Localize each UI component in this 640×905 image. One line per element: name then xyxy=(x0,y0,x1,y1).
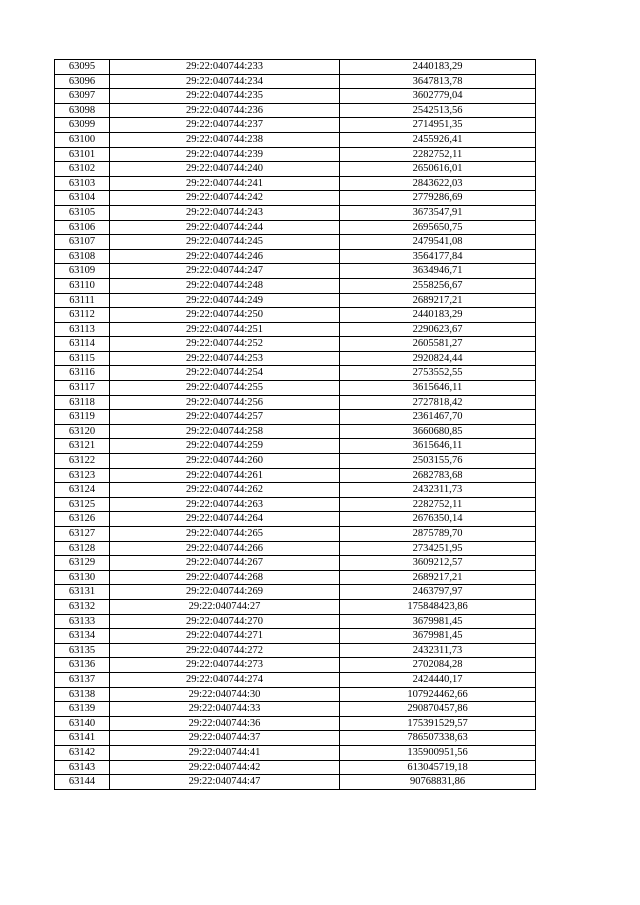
row-number-cell: 63135 xyxy=(55,643,110,658)
row-number-cell: 63102 xyxy=(55,162,110,177)
cadastral-value-cell: 3609212,57 xyxy=(340,556,536,571)
row-number-cell: 63100 xyxy=(55,132,110,147)
cadastral-value-cell: 2727818,42 xyxy=(340,395,536,410)
cadastral-value-cell: 2424440,17 xyxy=(340,672,536,687)
table-row xyxy=(55,220,536,235)
table-row xyxy=(55,162,536,177)
cadastral-number-cell: 29:22:040744:245 xyxy=(110,235,340,250)
table-row xyxy=(55,191,536,206)
row-number-cell: 63131 xyxy=(55,585,110,600)
table-row xyxy=(55,264,536,279)
table-row xyxy=(55,629,536,644)
table-row xyxy=(55,293,536,308)
row-number-cell: 63128 xyxy=(55,541,110,556)
cadastral-value-cell: 2455926,41 xyxy=(340,132,536,147)
cadastral-number-cell: 29:22:040744:249 xyxy=(110,293,340,308)
cadastral-value-cell: 2463797,97 xyxy=(340,585,536,600)
row-number-cell: 63141 xyxy=(55,731,110,746)
table-row xyxy=(55,337,536,352)
cadastral-number-cell: 29:22:040744:257 xyxy=(110,410,340,425)
cadastral-number-cell: 29:22:040744:36 xyxy=(110,716,340,731)
cadastral-value-cell: 3602779,04 xyxy=(340,89,536,104)
cadastral-number-cell: 29:22:040744:272 xyxy=(110,643,340,658)
cadastral-number-cell: 29:22:040744:253 xyxy=(110,351,340,366)
cadastral-value-cell: 2689217,21 xyxy=(340,570,536,585)
table-row xyxy=(55,643,536,658)
row-number-cell: 63106 xyxy=(55,220,110,235)
cadastral-number-cell: 29:22:040744:251 xyxy=(110,322,340,337)
cadastral-value-cell: 2734251,95 xyxy=(340,541,536,556)
cadastral-value-cell: 2875789,70 xyxy=(340,527,536,542)
cadastral-number-cell: 29:22:040744:248 xyxy=(110,278,340,293)
row-number-cell: 63107 xyxy=(55,235,110,250)
table-row xyxy=(55,235,536,250)
cadastral-value-cell: 2361467,70 xyxy=(340,410,536,425)
cadastral-value-table xyxy=(54,59,536,790)
cadastral-value-cell: 2650616,01 xyxy=(340,162,536,177)
table-row xyxy=(55,103,536,118)
cadastral-value-cell: 2779286,69 xyxy=(340,191,536,206)
row-number-cell: 63115 xyxy=(55,351,110,366)
row-number-cell: 63125 xyxy=(55,497,110,512)
cadastral-number-cell: 29:22:040744:33 xyxy=(110,702,340,717)
row-number-cell: 63116 xyxy=(55,366,110,381)
row-number-cell: 63139 xyxy=(55,702,110,717)
cadastral-number-cell: 29:22:040744:271 xyxy=(110,629,340,644)
cadastral-number-cell: 29:22:040744:254 xyxy=(110,366,340,381)
cadastral-number-cell: 29:22:040744:252 xyxy=(110,337,340,352)
row-number-cell: 63129 xyxy=(55,556,110,571)
cadastral-number-cell: 29:22:040744:261 xyxy=(110,468,340,483)
cadastral-number-cell: 29:22:040744:234 xyxy=(110,74,340,89)
table-body xyxy=(55,60,536,790)
row-number-cell: 63112 xyxy=(55,308,110,323)
row-number-cell: 63127 xyxy=(55,527,110,542)
table-row xyxy=(55,760,536,775)
cadastral-number-cell: 29:22:040744:27 xyxy=(110,599,340,614)
cadastral-number-cell: 29:22:040744:267 xyxy=(110,556,340,571)
cadastral-number-cell: 29:22:040744:246 xyxy=(110,249,340,264)
cadastral-value-cell: 2702084,28 xyxy=(340,658,536,673)
table-row xyxy=(55,322,536,337)
row-number-cell: 63108 xyxy=(55,249,110,264)
cadastral-value-cell: 3615646,11 xyxy=(340,439,536,454)
table-row xyxy=(55,118,536,133)
cadastral-value-cell: 3660680,85 xyxy=(340,424,536,439)
cadastral-value-cell: 2843622,03 xyxy=(340,176,536,191)
cadastral-number-cell: 29:22:040744:256 xyxy=(110,395,340,410)
cadastral-number-cell: 29:22:040744:242 xyxy=(110,191,340,206)
cadastral-number-cell: 29:22:040744:274 xyxy=(110,672,340,687)
row-number-cell: 63101 xyxy=(55,147,110,162)
table-row xyxy=(55,672,536,687)
cadastral-number-cell: 29:22:040744:258 xyxy=(110,424,340,439)
cadastral-value-cell: 3647813,78 xyxy=(340,74,536,89)
table-row xyxy=(55,702,536,717)
cadastral-value-cell: 2282752,11 xyxy=(340,497,536,512)
row-number-cell: 63132 xyxy=(55,599,110,614)
row-number-cell: 63095 xyxy=(55,60,110,75)
row-number-cell: 63134 xyxy=(55,629,110,644)
cadastral-value-cell: 135900951,56 xyxy=(340,745,536,760)
table-row xyxy=(55,716,536,731)
cadastral-value-cell: 2503155,76 xyxy=(340,454,536,469)
cadastral-number-cell: 29:22:040744:264 xyxy=(110,512,340,527)
row-number-cell: 63123 xyxy=(55,468,110,483)
cadastral-value-cell: 2682783,68 xyxy=(340,468,536,483)
cadastral-number-cell: 29:22:040744:268 xyxy=(110,570,340,585)
table-row xyxy=(55,541,536,556)
cadastral-value-cell: 2440183,29 xyxy=(340,60,536,75)
row-number-cell: 63122 xyxy=(55,454,110,469)
row-number-cell: 63143 xyxy=(55,760,110,775)
row-number-cell: 63097 xyxy=(55,89,110,104)
table-row xyxy=(55,658,536,673)
table-row xyxy=(55,731,536,746)
table-row xyxy=(55,147,536,162)
cadastral-value-cell: 3564177,84 xyxy=(340,249,536,264)
row-number-cell: 63144 xyxy=(55,775,110,790)
cadastral-value-cell: 2676350,14 xyxy=(340,512,536,527)
cadastral-number-cell: 29:22:040744:270 xyxy=(110,614,340,629)
table-row xyxy=(55,775,536,790)
table-row xyxy=(55,176,536,191)
table-row xyxy=(55,439,536,454)
cadastral-number-cell: 29:22:040744:260 xyxy=(110,454,340,469)
row-number-cell: 63118 xyxy=(55,395,110,410)
table-row xyxy=(55,570,536,585)
cadastral-number-cell: 29:22:040744:244 xyxy=(110,220,340,235)
row-number-cell: 63113 xyxy=(55,322,110,337)
row-number-cell: 63142 xyxy=(55,745,110,760)
row-number-cell: 63121 xyxy=(55,439,110,454)
cadastral-number-cell: 29:22:040744:41 xyxy=(110,745,340,760)
row-number-cell: 63130 xyxy=(55,570,110,585)
cadastral-number-cell: 29:22:040744:269 xyxy=(110,585,340,600)
row-number-cell: 63109 xyxy=(55,264,110,279)
cadastral-number-cell: 29:22:040744:47 xyxy=(110,775,340,790)
cadastral-number-cell: 29:22:040744:42 xyxy=(110,760,340,775)
table-row xyxy=(55,132,536,147)
cadastral-value-cell: 2605581,27 xyxy=(340,337,536,352)
cadastral-value-cell: 107924462,66 xyxy=(340,687,536,702)
cadastral-value-cell: 3679981,45 xyxy=(340,629,536,644)
row-number-cell: 63103 xyxy=(55,176,110,191)
cadastral-number-cell: 29:22:040744:237 xyxy=(110,118,340,133)
row-number-cell: 63110 xyxy=(55,278,110,293)
cadastral-value-cell: 3634946,71 xyxy=(340,264,536,279)
table-row xyxy=(55,512,536,527)
row-number-cell: 63126 xyxy=(55,512,110,527)
table-row xyxy=(55,497,536,512)
cadastral-value-cell: 613045719,18 xyxy=(340,760,536,775)
cadastral-number-cell: 29:22:040744:266 xyxy=(110,541,340,556)
cadastral-value-cell: 2695650,75 xyxy=(340,220,536,235)
cadastral-number-cell: 29:22:040744:236 xyxy=(110,103,340,118)
table-row xyxy=(55,60,536,75)
table-row xyxy=(55,585,536,600)
row-number-cell: 63105 xyxy=(55,205,110,220)
row-number-cell: 63098 xyxy=(55,103,110,118)
cadastral-value-cell: 2542513,56 xyxy=(340,103,536,118)
table-row xyxy=(55,89,536,104)
table-row xyxy=(55,308,536,323)
table-row xyxy=(55,74,536,89)
table-row xyxy=(55,410,536,425)
table-row xyxy=(55,249,536,264)
row-number-cell: 63138 xyxy=(55,687,110,702)
cadastral-number-cell: 29:22:040744:238 xyxy=(110,132,340,147)
cadastral-number-cell: 29:22:040744:273 xyxy=(110,658,340,673)
row-number-cell: 63104 xyxy=(55,191,110,206)
row-number-cell: 63111 xyxy=(55,293,110,308)
table-row xyxy=(55,454,536,469)
cadastral-number-cell: 29:22:040744:243 xyxy=(110,205,340,220)
table-row xyxy=(55,745,536,760)
cadastral-value-cell: 2753552,55 xyxy=(340,366,536,381)
table-row xyxy=(55,614,536,629)
cadastral-value-cell: 2282752,11 xyxy=(340,147,536,162)
cadastral-value-cell: 2440183,29 xyxy=(340,308,536,323)
table-row xyxy=(55,424,536,439)
row-number-cell: 63119 xyxy=(55,410,110,425)
table-row xyxy=(55,205,536,220)
cadastral-number-cell: 29:22:040744:239 xyxy=(110,147,340,162)
row-number-cell: 63120 xyxy=(55,424,110,439)
cadastral-number-cell: 29:22:040744:263 xyxy=(110,497,340,512)
cadastral-number-cell: 29:22:040744:233 xyxy=(110,60,340,75)
table-row xyxy=(55,278,536,293)
cadastral-value-cell: 175848423,86 xyxy=(340,599,536,614)
row-number-cell: 63117 xyxy=(55,381,110,396)
table-row xyxy=(55,556,536,571)
cadastral-value-cell: 3679981,45 xyxy=(340,614,536,629)
cadastral-number-cell: 29:22:040744:250 xyxy=(110,308,340,323)
cadastral-value-cell: 786507338,63 xyxy=(340,731,536,746)
row-number-cell: 63114 xyxy=(55,337,110,352)
cadastral-number-cell: 29:22:040744:240 xyxy=(110,162,340,177)
cadastral-number-cell: 29:22:040744:241 xyxy=(110,176,340,191)
row-number-cell: 63096 xyxy=(55,74,110,89)
cadastral-value-cell: 90768831,86 xyxy=(340,775,536,790)
cadastral-number-cell: 29:22:040744:259 xyxy=(110,439,340,454)
row-number-cell: 63099 xyxy=(55,118,110,133)
table-row xyxy=(55,395,536,410)
cadastral-value-cell: 2432311,73 xyxy=(340,643,536,658)
row-number-cell: 63137 xyxy=(55,672,110,687)
row-number-cell: 63124 xyxy=(55,483,110,498)
cadastral-value-cell: 2714951,35 xyxy=(340,118,536,133)
cadastral-value-cell: 2432311,73 xyxy=(340,483,536,498)
cadastral-number-cell: 29:22:040744:262 xyxy=(110,483,340,498)
cadastral-value-cell: 2479541,08 xyxy=(340,235,536,250)
cadastral-number-cell: 29:22:040744:265 xyxy=(110,527,340,542)
table-row xyxy=(55,366,536,381)
cadastral-value-cell: 2920824,44 xyxy=(340,351,536,366)
cadastral-number-cell: 29:22:040744:255 xyxy=(110,381,340,396)
cadastral-number-cell: 29:22:040744:30 xyxy=(110,687,340,702)
cadastral-value-cell: 2689217,21 xyxy=(340,293,536,308)
table-row xyxy=(55,527,536,542)
table-row xyxy=(55,381,536,396)
row-number-cell: 63136 xyxy=(55,658,110,673)
row-number-cell: 63133 xyxy=(55,614,110,629)
cadastral-value-cell: 2290623,67 xyxy=(340,322,536,337)
cadastral-number-cell: 29:22:040744:37 xyxy=(110,731,340,746)
cadastral-value-cell: 3615646,11 xyxy=(340,381,536,396)
table-row xyxy=(55,483,536,498)
table-row xyxy=(55,687,536,702)
table-row xyxy=(55,351,536,366)
table-row xyxy=(55,599,536,614)
table-row xyxy=(55,468,536,483)
cadastral-number-cell: 29:22:040744:235 xyxy=(110,89,340,104)
cadastral-value-cell: 175391529,57 xyxy=(340,716,536,731)
cadastral-value-cell: 290870457,86 xyxy=(340,702,536,717)
cadastral-value-cell: 2558256,67 xyxy=(340,278,536,293)
row-number-cell: 63140 xyxy=(55,716,110,731)
cadastral-value-cell: 3673547,91 xyxy=(340,205,536,220)
cadastral-number-cell: 29:22:040744:247 xyxy=(110,264,340,279)
